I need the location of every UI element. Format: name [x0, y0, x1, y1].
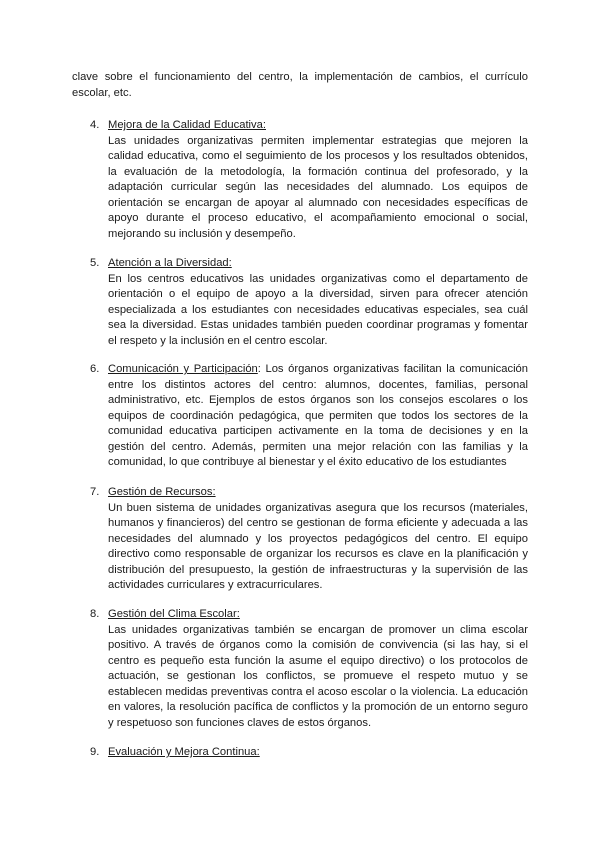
- item-text: : Los órganos organizativas facilitan la comunicación entre los distintos actores del centro: alumnos, docentes, familias, personal administrativo, etc. Ejemplos de estos órganos son los consejos escolares o los equipos de coordinación pedagógica, que permiten que todos los sectores de la comunidad educativa participen activamente en la toma de decisiones y en la gestión del centro. Además, permiten una mejor relación con las familias y la comunidad, lo que contribuye al bienestar y el éxito educativo de los estudiantes: [108, 363, 528, 468]
- list-item-7: [72, 485, 528, 594]
- list-item-6: [72, 362, 528, 471]
- item-text: Un buen sistema de unidades organizativas asegura que los recursos (materiales, humanos y financieros) del centro se gestionan de forma eficiente y adecuada a las necesidades del alumnado y los proyectos pedagógicos del centro. El equipo directivo como responsable de organizar los recursos es clave en la planificación y distribución del presupuesto, la gestión de infraestructuras y la supervisión de las actividades curriculares y extracurriculares.: [108, 501, 528, 591]
- item-number: 5.: [90, 257, 100, 269]
- item-number: 4.: [90, 119, 100, 131]
- list-item-5: [72, 256, 528, 349]
- item-text: Las unidades organizativas también se encargan de promover un clima escolar positivo. A través de órganos como la comisión de convivencia (si las hay, si el centro es pequeño esta función la asume el equipo directivo) o los protocolos de actuación, se gestionan los conflictos, se promueve el respeto mutuo y se establecen medidas preventivas contra el acoso escolar o la violencia. La educación en valores, la resolución pacífica de conflictos y la promoción de un entorno seguro y respetuoso son funciones claves de estos órganos.: [108, 623, 528, 729]
- item-title: Evaluación y Mejora Continua:: [108, 746, 260, 758]
- item-number: 9.: [90, 746, 100, 758]
- list-item-4: [72, 118, 528, 242]
- item-title: Comunicación y Participación: [108, 363, 258, 375]
- item-number: 6.: [90, 363, 100, 375]
- item-title: Mejora de la Calidad Educativa:: [108, 119, 266, 131]
- intro-paragraph: clave sobre el funcionamiento del centro, la implementación de cambios, el currículo escolar, etc.: [72, 71, 528, 99]
- item-number: 7.: [90, 486, 100, 498]
- list-item-9: [72, 745, 528, 761]
- list-item-8: [72, 607, 528, 731]
- item-title: Atención a la Diversidad:: [108, 257, 232, 269]
- item-title: Gestión de Recursos:: [108, 486, 216, 498]
- item-number: 8.: [90, 608, 100, 620]
- item-text: Las unidades organizativas permiten implementar estrategias que mejoren la calidad educativa, como el seguimiento de los procesos y los resultados obtenidos, la evaluación de la metodología, la formación continua del profesorado, y la adaptación curricular según las necesidades del alumnado. Los equipos de orientación se encargan de apoyar al alumnado con necesidades específicas de apoyo durante el proceso educativo, el acompañamiento emocional o social, mejorando su inclusión y desempeño.: [108, 134, 528, 240]
- item-text: En los centros educativos las unidades organizativas como el departamento de orientación o el equipo de apoyo a la diversidad, sirven para ofrecer atención especializada a los estudiantes con necesidades educativas especiales, sea cuál sea la diversidad. Estas unidades también pueden coordinar programas y fomentar el respeto y la inclusión en el centro escolar.: [108, 272, 528, 347]
- item-title: Gestión del Clima Escolar:: [108, 608, 240, 620]
